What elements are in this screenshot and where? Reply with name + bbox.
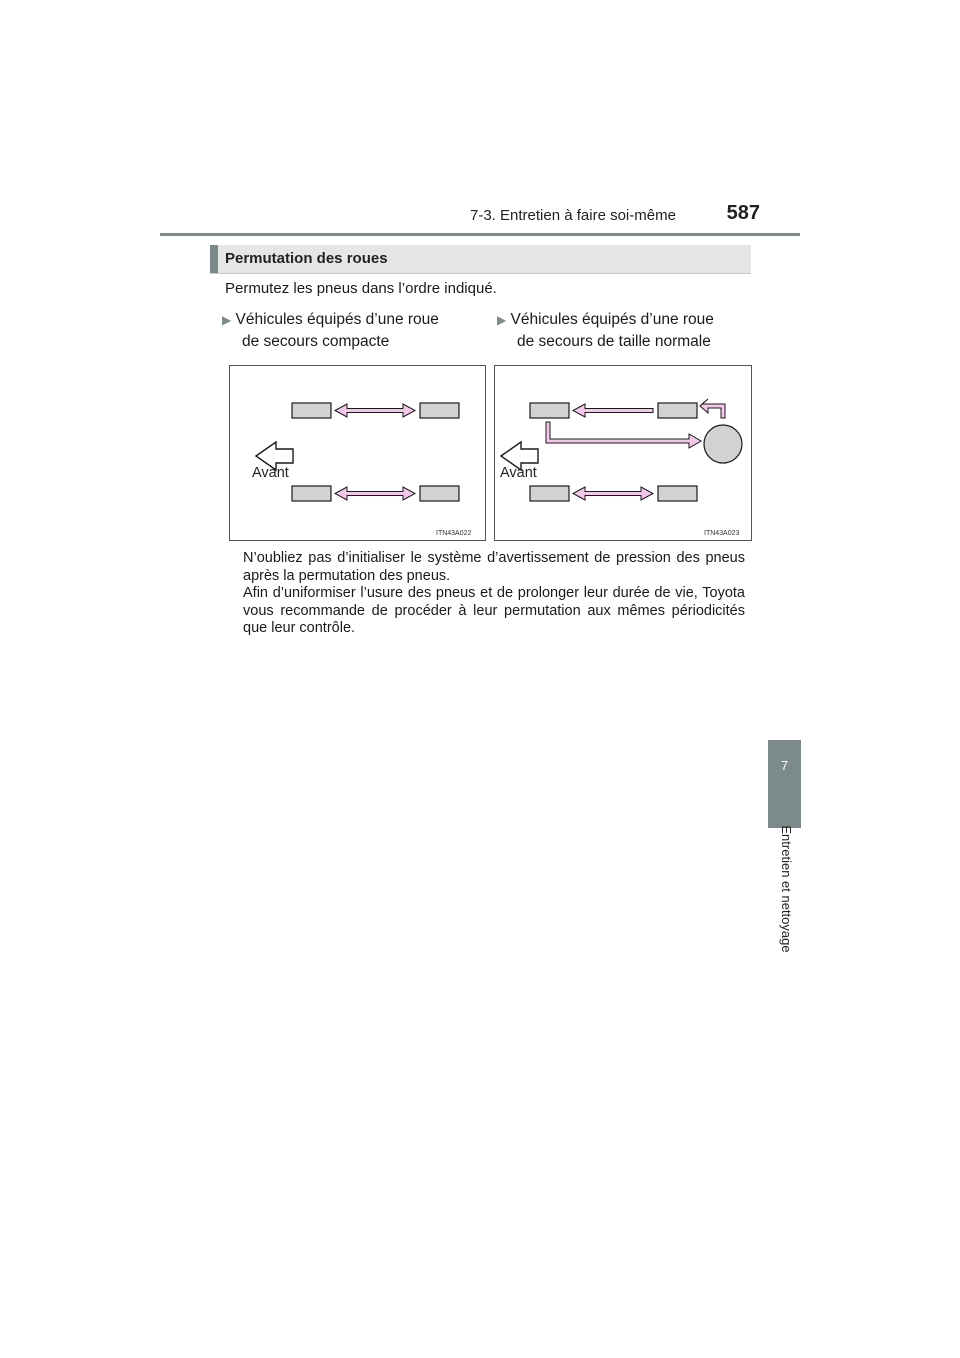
move-arrow-top	[573, 404, 653, 417]
tire-rear-left	[420, 403, 459, 418]
heading-full-line1: Véhicules équipés d’une roue	[510, 311, 714, 328]
figure-compact-spare	[229, 365, 486, 541]
front-label: Avant	[252, 465, 289, 481]
intro-text: Permutez les pneus dans l’ordre indiqué.	[225, 280, 497, 297]
triangle-bullet-icon: ▶	[222, 313, 232, 327]
tire-front-left	[530, 403, 569, 418]
heading-compact-spare	[222, 309, 480, 353]
section-heading-accent	[210, 245, 218, 273]
note-paragraph-2: Afin d’uniformiser l’usure des pneus et de prolonger leur durée de vie, Toyota vous recommande de procéder à leur permutation aux mêmes périodicités que leur contrôle.	[243, 585, 745, 636]
heading-compact-line2: de secours compacte	[242, 333, 390, 350]
figure-code: ITN43A022	[436, 530, 472, 537]
tire-front-right	[530, 486, 569, 501]
spare-tire	[704, 425, 742, 463]
swap-arrow-top	[335, 404, 415, 417]
heading-full-line2: de secours de taille normale	[517, 333, 711, 350]
triangle-bullet-icon: ▶	[497, 313, 507, 327]
swap-arrow-bottom	[335, 487, 415, 500]
front-label: Avant	[500, 465, 537, 481]
tire-front-left	[292, 403, 331, 418]
chapter-title: Entretien et nettoyage	[779, 825, 794, 953]
chapter-number: 7	[780, 758, 789, 773]
heading-full-spare	[497, 309, 747, 353]
figure-full-spare	[494, 365, 752, 541]
note-text	[243, 550, 745, 638]
header-rule	[160, 233, 800, 236]
section-title: Permutation des roues	[225, 250, 388, 267]
heading-compact-line1: Véhicules équipés d’une roue	[235, 311, 439, 328]
swap-arrow-bottom	[573, 487, 653, 500]
tire-rear-right	[658, 486, 697, 501]
tire-rear-left	[658, 403, 697, 418]
move-arrow-to-spare	[700, 399, 725, 418]
note-paragraph-1: N’oubliez pas d’initialiser le système d’avertissement de pression des pneus après la permutation des pneus.	[243, 550, 745, 584]
page-number: 587	[726, 202, 760, 224]
move-arrow-l-shape	[546, 422, 701, 448]
header-section-title: 7-3. Entretien à faire soi-même	[470, 207, 676, 224]
tire-rear-right	[420, 486, 459, 501]
figure-code: ITN43A023	[704, 530, 740, 537]
tire-front-right	[292, 486, 331, 501]
